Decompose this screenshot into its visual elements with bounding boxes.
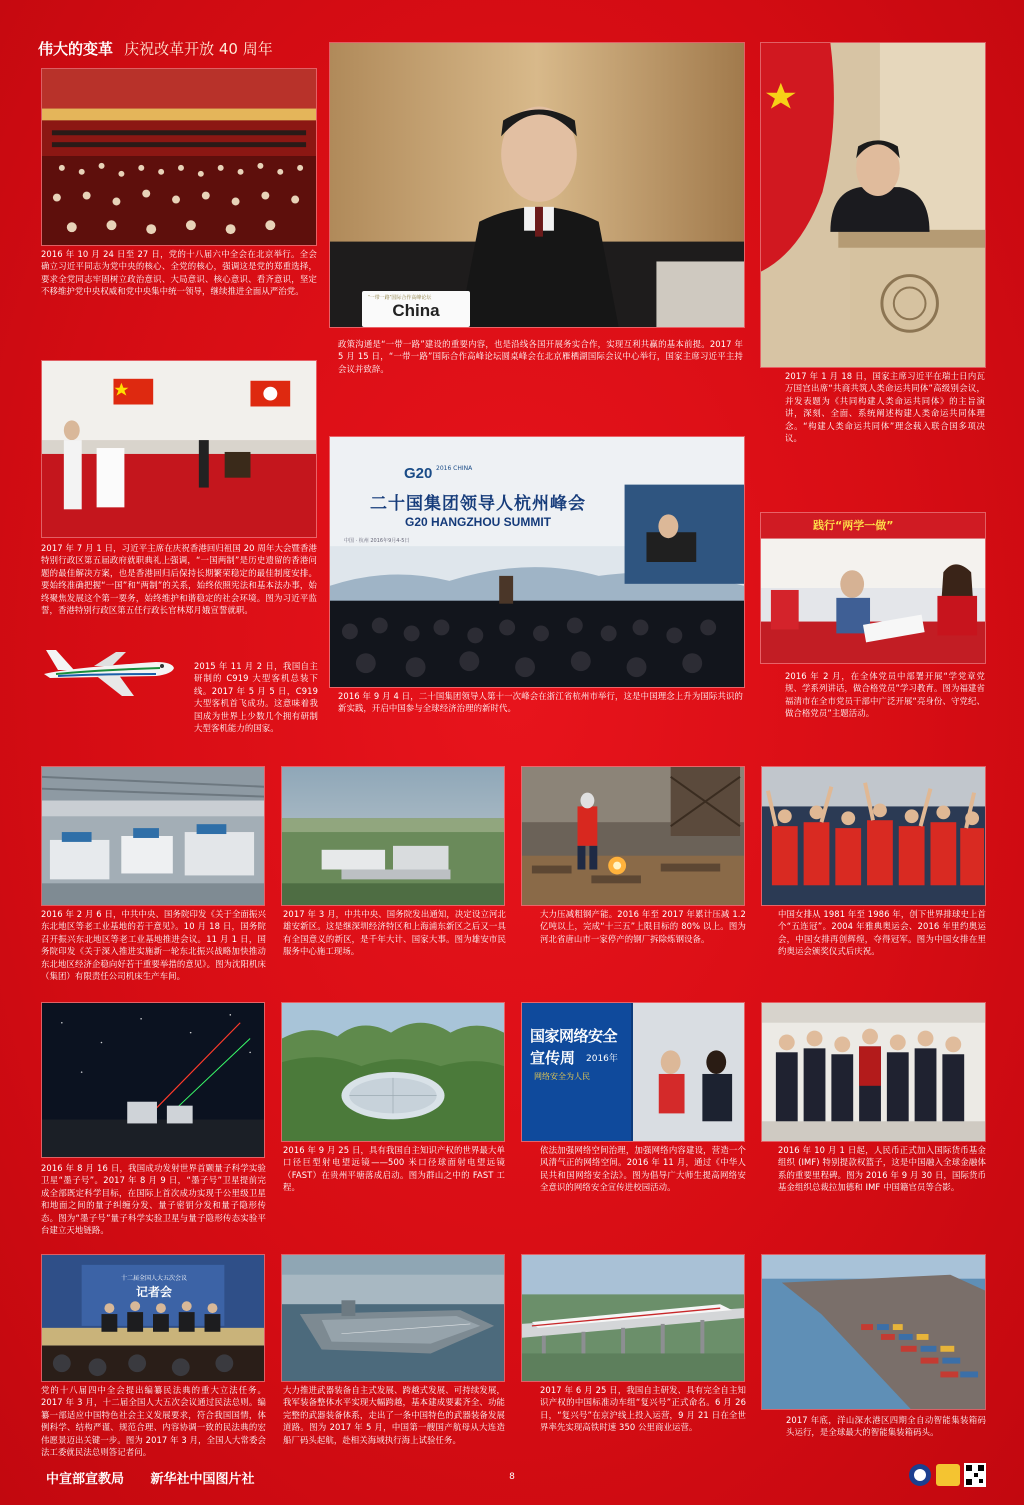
- photo-party-education: [760, 512, 986, 664]
- page-number: 8: [509, 1472, 515, 1482]
- header-subtitle: 庆祝改革开放 40 周年: [124, 40, 273, 58]
- caption-xiongan: 2017 年 3 月，中共中央、国务院发出通知，决定设立河北雄安新区。这是继深圳经济特区和上海浦东新区之后又一具有全国意义的新区，是千年大计、国家大事。图为雄安市民服务中心施工现场。: [283, 909, 506, 957]
- cyber-banner-sub: 网络安全为人民: [534, 1072, 590, 1081]
- caption-women-volleyball: 中国女排从 1981 年至 1986 年，创下世界排球史上首个“五连冠”。2004 年雅典奥运会、2016 年里约奥运会，中国女排再创辉煌，夺得冠军。图为中国女排在里约奥运会颁奖仪式后庆祝。: [778, 909, 986, 957]
- cyber-banner-line1: 国家网络安全: [530, 1027, 618, 1045]
- caption-cybersecurity: 依法加强网络空间治理，加强网络内容建设，营造一个风清气正的网络空间。2016 年 11 月，通过《中华人民共和国网络安全法》。图为倡导广大师生提高网络安全意识的网络安全宣传进校园活动。: [540, 1145, 746, 1193]
- caption-fast-telescope: 2016 年 9 月 25 日，具有我国自主知识产权的世界最大单口径巨型射电望远镜——500 米口径球面射电望远镜（FAST）在贵州平塘落成启动。图为群山之中的 FAST 工程。: [283, 1145, 505, 1193]
- photo-fuxing-train: [521, 1254, 745, 1382]
- photo-fast-telescope: [281, 1002, 505, 1142]
- caption-hong-kong: 2017 年 7 月 1 日，习近平主席在庆祝香港回归祖国 20 周年大会暨香港特别行政区第五届政府就职典礼上强调，“一国两制”是历史遗留的香港问题的最佳解决方案，也是香港回归后保持长期繁荣稳定的最佳制度安排。要始终准确把握“一国”和“两制”的关系，始终依照宪法和基本法办事，始终聚焦发展这个第一要务，始终维护和谐稳定的社会环境。图为习近平监誓，香港特别行政区第五任行政长官林郑月娥宣誓就职。: [41, 543, 317, 616]
- caption-plenary-session: 2016 年 10 月 24 日至 27 日，党的十八届六中全会在北京举行。全会确立习近平同志为党中央的核心、全党的核心，强调这是党的郑重选择，要求全党同志牢固树立政治意识、大局意识、核心意识、看齐意识，坚定不移维护党中央权威和党中央集中统一领导，继续推进全面从严治党。: [41, 249, 317, 297]
- party-banner-text: 践行“两学一做”: [813, 519, 894, 532]
- caption-party-education: 2016 年 2 月，在全体党员中部署开展“学党章党规、学系列讲话，做合格党员”学习教育。图为福建省福清市在全市党员干部中广泛开展“亮身份、守党纪、做合格党员”主题活动。: [785, 671, 985, 719]
- g20-logo-year: 2016 CHINA: [436, 465, 473, 472]
- cyber-banner-line2: 宣传周: [530, 1049, 576, 1067]
- photo-steel-capacity-cut: [521, 766, 745, 906]
- caption-aircraft-carrier: 大力推进武器装备自主式发展、跨越式发展、可持续发展，我军装备整体水平实现大幅跨越，基本建成要素齐全、功能完整的武器装备体系，走出了一条中国特色的武器装备发展道路。图为 2017 年 5 月，中国第一艘国产航母从大连造船厂码头起航，赴相关海域执行海上试验任务。: [283, 1385, 505, 1445]
- cyber-banner-year: 2016年: [586, 1054, 618, 1064]
- photo-yangshan-port: [761, 1254, 986, 1410]
- caption-g20: 2016 年 9 月 4 日，二十国集团领导人第十一次峰会在浙江省杭州市举行，这是中国理念上升为国际共识的新实践，开启中国参与全球经济治理的新时代。: [338, 691, 743, 714]
- photo-civil-code-press: [41, 1254, 265, 1382]
- caption-c919: 2015 年 11 月 2 日，我国自主研制的 C919 大型客机总装下线。2017 年 5 月 5 日，C919 大型客机首飞成功。这意味着我国成为世界上少数几个拥有研制大型客机能力的国家。: [194, 661, 318, 734]
- page-header: [38, 38, 273, 59]
- photo-imf-sdr-group: [761, 1002, 986, 1142]
- caption-belt-and-road: 政策沟通是“一带一路”建设的重要内容，也是沿线各国开展务实合作，实现互利共赢的基本前提。2017 年 5 月 15 日，“一带一路”国际合作高峰论坛圆桌峰会在北京雁栖湖国际会议中心举行，国家主席习近平主持会议并致辞。: [338, 339, 743, 374]
- caption-yangshan-port: 2017 年底，洋山深水港区四期全自动智能集装箱码头运行，是全球最大的智能集装箱码头。: [786, 1415, 986, 1438]
- press-banner-title: 记者会: [135, 1285, 172, 1299]
- caption-imf-sdr: 2016 年 10 月 1 日起，人民币正式加入国际货币基金组织 (IMF) 特别提款权篮子，这是中国融入全球金融体系的重要里程碑。图为 2016 年 9 月 30 日，国际货币基金组织总裁拉加德和 IMF 中国籍官员等合影。: [778, 1145, 986, 1193]
- press-banner-text: 十二届全国人大五次会议: [120, 1275, 187, 1282]
- caption-quantum-satellite: 2016 年 8 月 16 日，我国成功发射世界首颗量子科学实验卫星“墨子号”。2017 年 8 月 9 日，“墨子号”卫星提前完成全部既定科学目标，在国际上首次成功实现千公里级卫星和地面之间的量子纠缠分发、量子密钥分发和量子隐形传态。图为“墨子号”量子科学实验卫星与量子隐形传态实验平台建立天地链路。: [41, 1163, 266, 1236]
- footer-org-publicity: 中宣部宣教局: [46, 1472, 125, 1487]
- footer-logo-group: [908, 1460, 986, 1490]
- photo-women-volleyball: [761, 766, 986, 906]
- badge-logo-icon: [936, 1464, 960, 1486]
- photo-belt-and-road-forum: [329, 42, 745, 328]
- photo-aircraft-carrier: [281, 1254, 505, 1382]
- photo-xiongan-new-area: [281, 766, 505, 906]
- photo-machine-tool-factory: [41, 766, 265, 906]
- caption-geneva-un: 2017 年 1 月 18 日，国家主席习近平在瑞士日内瓦万国宫出席“共商共筑人类命运共同体”高级别会议，并发表题为《共同构建人类命运共同体》的主旨演讲，深刻、全面、系统阐述构建人类命运共同体理念。“构建人类命运共同体”理念载入联合国多项决议。: [785, 371, 985, 444]
- caption-civil-code: 党的十八届四中全会提出编纂民法典的重大立法任务。2017 年 3 月，十二届全国人大五次会议通过民法总则。编纂一部适应中国特色社会主义发展要求，符合我国国情，体例科学、结构严谨、规范合理、内容协调一致的民法典的宏伟愿景迈出关键一步。图为 2017 年 3 月，全国人大常委会法工委就民法总则答记者问。: [41, 1385, 266, 1458]
- g20-title-en: G20 HANGZHOU SUMMIT: [404, 515, 551, 529]
- photo-c919-airplane: [38, 640, 178, 700]
- photo-quantum-satellite: [41, 1002, 265, 1158]
- header-title: 伟大的变革: [38, 40, 114, 58]
- china-name-card: “一带一路”国际合作高峰论坛 China: [362, 291, 470, 327]
- g20-logo-text: G20: [404, 465, 433, 482]
- g20-title-cn: 二十国集团领导人杭州峰会: [370, 494, 586, 514]
- photo-plenary-session: [41, 68, 317, 246]
- photo-geneva-un-speech: [760, 42, 986, 368]
- g20-subtitle: 中国 · 杭州 2016年9月4-5日: [344, 538, 410, 544]
- photo-hong-kong-ceremony: [41, 360, 317, 538]
- photo-cybersecurity-week: [521, 1002, 745, 1142]
- photo-g20-hangzhou-summit: [329, 436, 745, 688]
- caption-steel-capacity: 大力压减粗钢产能。2016 年至 2017 年累计压减 1.2 亿吨以上，完成“十三五”上限目标的 80% 以上。图为河北省唐山市一家停产的钢厂拆除炼钢设备。: [540, 909, 746, 944]
- footer-org-xinhua: 新华社中国图片社: [150, 1472, 255, 1487]
- caption-fuxing-train: 2017 年 6 月 25 日，我国自主研发、具有完全自主知识产权的中国标准动车组“复兴号”正式命名。6 月 26 日，“复兴号”在京沪线上投入运营，9 月 21 日在全世界率先实现高铁时速 350 公里商业运营。: [540, 1385, 746, 1433]
- caption-northeast-revitalization: 2016 年 2 月 6 日，中共中央、国务院印发《关于全面振兴东北地区等老工业基地的若干意见》。10 月 18 日，国务院召开振兴东北地区等老工业基地推进会议。11 月 1 日，国务院印发《关于深入推进实施新一轮东北振兴战略加快推动东北地区经济企稳向好若干重要举措的意见》。图为沈阳机床（集团）有限责任公司机床生产车间。: [41, 909, 266, 982]
